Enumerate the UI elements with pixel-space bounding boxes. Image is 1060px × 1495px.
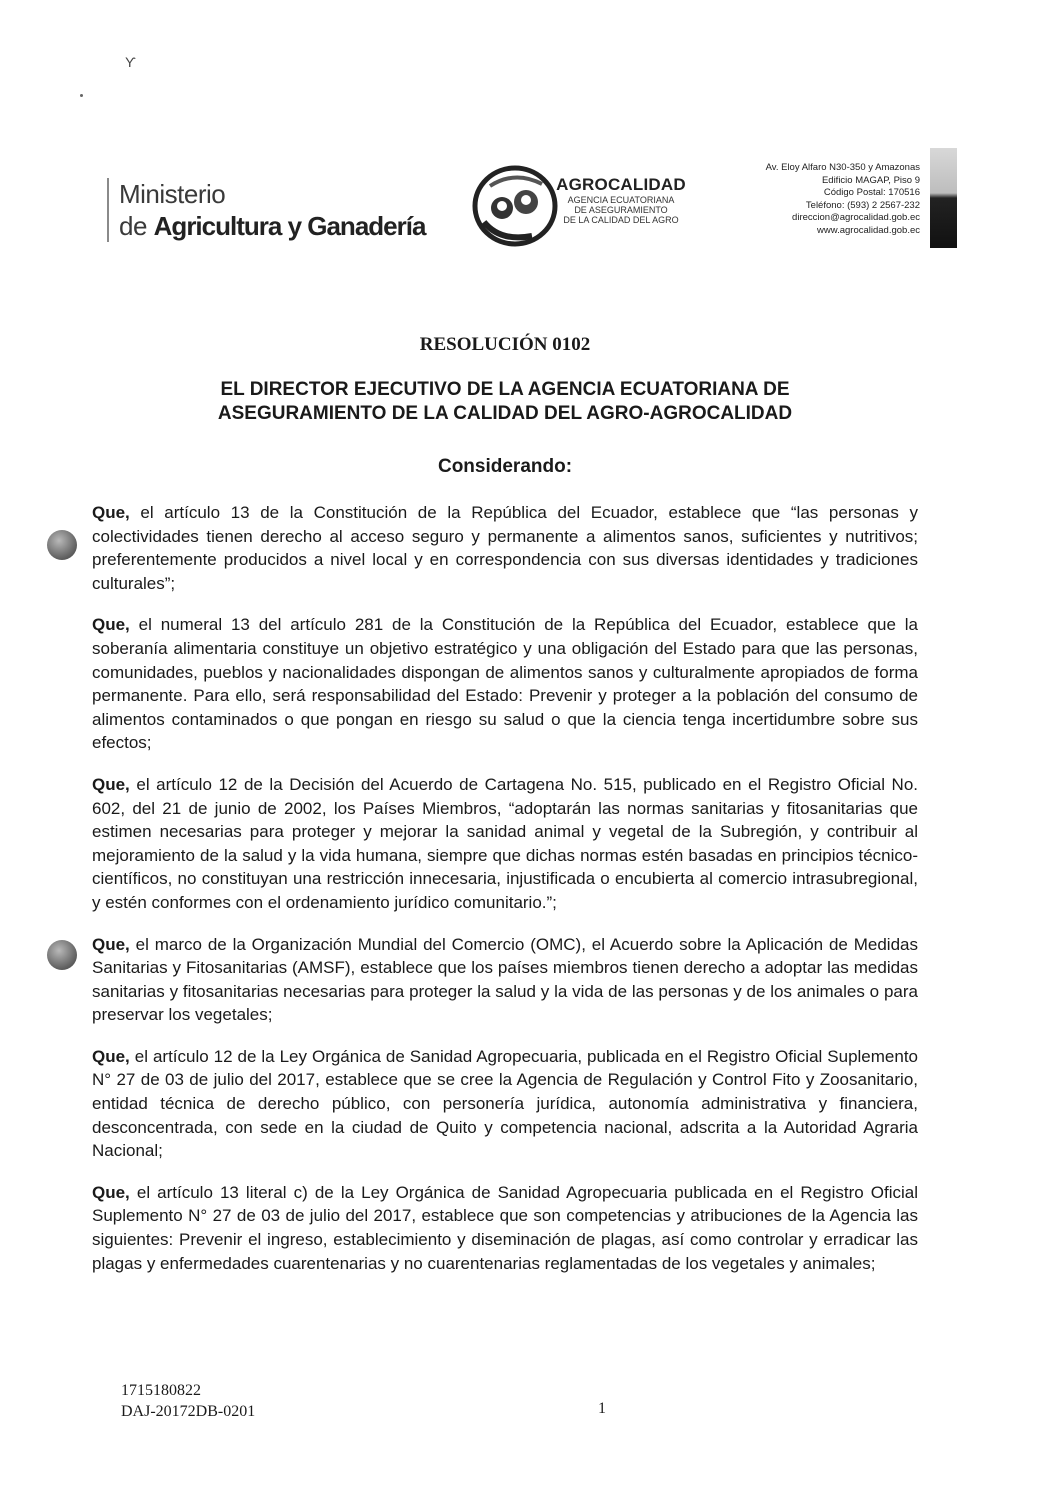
contact-building: Edificio MAGAP, Piso 9 <box>821 174 920 186</box>
agency-sub-3: DE LA CALIDAD DEL AGRO <box>563 215 679 225</box>
paragraph-lead: Que, <box>92 774 130 794</box>
document-body <box>92 501 918 1293</box>
decorative-bar <box>930 148 957 248</box>
agrocalidad-logo-text <box>556 175 686 225</box>
paragraph-lead: Que, <box>92 934 130 954</box>
agrocalidad-emblem-icon <box>470 162 560 248</box>
footer-ref-1: 1715180822 <box>121 1382 201 1399</box>
paragraph-lead: Que, <box>92 615 130 635</box>
ministry-line-2 <box>119 210 425 242</box>
ministry-logo <box>107 178 425 242</box>
scan-dot <box>80 94 83 97</box>
paragraph-lead: Que, <box>92 503 130 522</box>
ministry-line-1: Ministerio <box>119 179 226 209</box>
paragraph <box>92 1045 918 1163</box>
agency-sub-2: DE ASEGURAMIENTO <box>574 205 668 215</box>
paragraph <box>92 613 918 755</box>
contact-postal: Código Postal: 170516 <box>823 187 920 198</box>
footer-references <box>121 1380 255 1422</box>
ministry-line-2-prefix: de <box>119 211 154 241</box>
scan-mark: ϒ <box>125 54 136 70</box>
contact-website: www.agrocalidad.gob.ec <box>817 224 920 236</box>
agency-name: AGROCALIDAD <box>556 175 686 194</box>
paragraph-text: el artículo 12 de la Decisión del Acuerdo de Cartagena No. 515, publicado en el Registro Oficial No. 602, del 21 de junio de 2002, los Países Miembros, “adoptarán las normas sanitarias y fitosanitarias que estimen necesarias para proteger y mejorar la sanidad animal y vegetal de la Subregión, y contribuir al mejoramiento de la salud y la vida humana, siempre que dichas normas estén basadas en principios técnico-científicos, no constituyan una restricción innecesaria, injustificada o encubierta al comercio intrasubregional, y estén conformes con el ordenamiento jurídico comunitario.”; <box>92 774 918 912</box>
paragraph <box>92 933 918 1027</box>
paragraph-text: el artículo 13 literal c) de la Ley Orgánica de Sanidad Agropecuaria publicada en el Registro Oficial Suplemento N° 27 de 03 de julio del 2017, establece que son competencias y atribuciones de la Agencia las siguientes: Prevenir el ingreso, establecimiento y diseminación de plagas, así como controlar y erradicar las plagas y enfermedades cuarentenarias y no cuarentenarias reglamentadas de los vegetales y animales; <box>92 1182 918 1273</box>
paragraph-lead: Que, <box>92 1046 130 1066</box>
considerando-heading: Considerando: <box>437 456 573 477</box>
paragraph <box>92 773 918 915</box>
contact-phone: Teléfono: (593) 2 2567-232 <box>805 199 920 211</box>
contact-email: direccion@agrocalidad.gob.ec <box>792 212 920 223</box>
resolution-title: RESOLUCIÓN 0102 <box>419 334 591 355</box>
paragraph-text: el artículo 13 de la Constitución de la República del Ecuador, establece que “las personas y colectividades tienen derecho al acceso seguro y permanente a alimentos sanos, suficientes y nutritivos; preferentemente producidos a nivel local y en correspondencia con sus diversas identidades y tradiciones culturales”; <box>92 503 918 593</box>
paragraph-text: el numeral 13 del artículo 281 de la Constitución de la República del Ecuador, establece que la soberanía alimentaria constituye un objetivo estratégico y una obligación del Estado para que las personas, comunidades, pueblos y nacionalidades dispongan de alimentos sanos y culturalmente apropiados de forma permanente. Para ello, será responsabilidad del Estado: Prevenir y proteger a la población del consumo de alimentos contaminados o que pongan en riesgo su salud o que la ciencia tenga incertidumbre sobre sus efectos; <box>92 615 918 753</box>
agency-sub-1: AGENCIA ECUATORIANA <box>567 195 675 205</box>
page-number: 1 <box>598 1400 606 1417</box>
contact-address: Av. Eloy Alfaro N30-350 y Amazonas <box>765 162 920 173</box>
document-heading: EL DIRECTOR EJECUTIVO DE LA AGENCIA ECUATORIANA DE ASEGURAMIENTO DE LA CALIDAD DEL AGRO-AGROCALIDAD <box>217 379 793 424</box>
ministry-line-2-bold: Agricultura y Ganadería <box>153 211 426 241</box>
contact-block <box>766 162 920 237</box>
paragraph <box>92 1181 918 1275</box>
punch-hole-icon <box>47 530 77 560</box>
footer-ref-2: DAJ-20172DB-0201 <box>121 1403 256 1420</box>
paragraph-text: el artículo 12 de la Ley Orgánica de Sanidad Agropecuaria, publicada en el Registro Oficial Suplemento N° 27 de 03 de julio del 2017, establece que se cree la Agencia de Regulación y Control Fito y Zoosanitario, entidad técnica de derecho público, con personería jurídica, autonomía administrativa y financiera, desconcentrada, con sede en la ciudad de Quito y competencia nacional, adscrita a la Autoridad Agraria Nacional; <box>92 1046 918 1161</box>
paragraph-lead: Que, <box>92 1182 130 1202</box>
punch-hole-icon <box>47 940 77 970</box>
paragraph-text: el marco de la Organización Mundial del Comercio (OMC), el Acuerdo sobre la Aplicación de Medidas Sanitarias y Fitosanitarias (AMSF), establece que los países miembros tienen derecho a adoptar las medidas sanitarias y fitosanitarias necesarias para proteger la salud y la vida de las personas y de los animales o para preservar los vegetales; <box>92 934 918 1025</box>
paragraph <box>92 501 918 595</box>
agency-subtitle <box>556 195 686 225</box>
